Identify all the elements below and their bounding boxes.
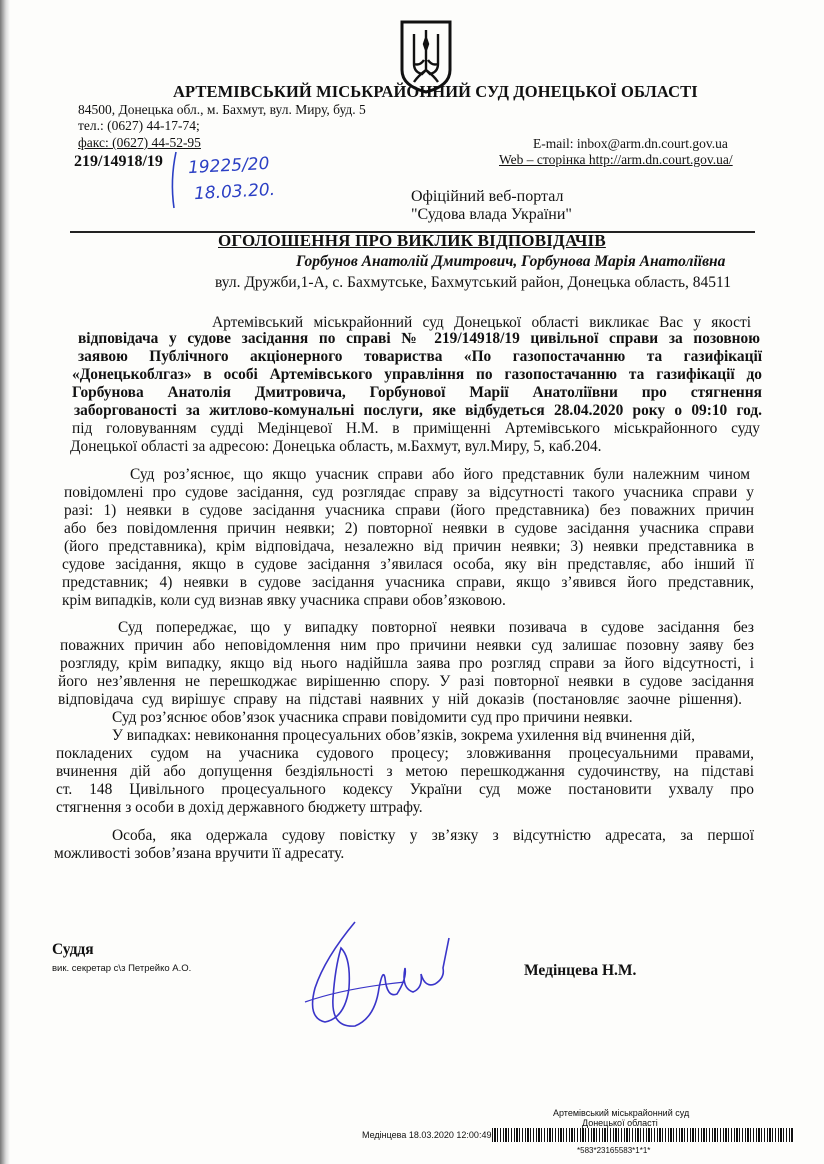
court-name: АРТЕМІВСЬКИЙ МІСЬКРАЙОННИЙ СУД ДОНЕЦЬКОЇ ОБЛАСТІ (173, 82, 698, 101)
barcode-text: *583*23165583*1*1* (577, 1146, 651, 1155)
signature-role: Суддя (52, 941, 94, 958)
body-line: або без повідомлення причин неявки; 2) повторної неявки в судове засідання учасника справи (64, 520, 754, 537)
body-line: представник; 4) неявки в судове засідання учасника справи, якщо з’явився його представник, (62, 574, 754, 591)
body-line: відповідача суд вирішує справу на підставі наявних у ній доказів (постановляє заочне рішення). (58, 691, 742, 708)
judge-name: Медінцева Н.М. (524, 962, 637, 979)
body-line: Суд роз’яснює обов’язок учасника справи повідомити суд про причини неявки. (112, 709, 633, 726)
footer-court-line-1: Артемівський міськрайонний суд (553, 1108, 690, 1118)
body-line: заборгованості за житлово-комунальні послуги, яке відбудеться 28.04.2020 року о 09:10 год. (74, 402, 762, 419)
body-line: (його представника), крім відповідача, незалежно від причин неявки; 3) неявки представника в (64, 538, 754, 555)
body-line: Суд попереджає, що у випадку повторної неявки позивача в судове засідання без (118, 619, 754, 636)
recipient-line-2: "Судова влада України" (411, 206, 572, 223)
court-address: 84500, Донецька обл., м. Бахмут, вул. Миру, буд. 5 (78, 102, 366, 117)
secretary-note: вик. секретар с\з Петрейко А.О. (52, 963, 192, 974)
handwritten-signature-icon (285, 918, 455, 1038)
body-line: покладених судом на учасника судового процесу; зловживання процесуальними правами, (56, 745, 754, 762)
defendants-address: вул. Дружби,1-А, с. Бахмутське, Бахмутський район, Донецька область, 84511 (215, 274, 731, 291)
body-line: Артемівський міськрайонний суд Донецької області викликає Вас у якості (212, 314, 751, 331)
body-line: Суд роз’яснює, що якщо учасник справи або його представник були належним чином (130, 466, 750, 483)
handwritten-bracket (168, 150, 178, 210)
body-line: повідомлені про судове засідання, суд розглядає справу за відсутності такого учасника справи у (64, 484, 754, 501)
footer-court-line-2: Донецької області (582, 1118, 658, 1128)
court-website: Web – сторінка http://arm.dn.court.gov.ua/ (499, 152, 733, 167)
scan-edge (0, 0, 10, 1164)
body-line: можливості зобов’язана вручити її адресату. (54, 845, 345, 862)
body-line: вчинення дій або допущення бездіяльності з метою перешкоджання судочинству, на підставі (56, 763, 754, 780)
notice-title: ОГОЛОШЕННЯ ПРО ВИКЛИК ВІДПОВІДАЧІВ (218, 231, 606, 250)
body-line: Горбунова Анатолія Дмитровича, Горбунової Марії Анатоліївни про стягнення (72, 384, 762, 401)
body-line: розгляду, крім випадку, якщо від нього надійшла заява про розгляд справи за його відсутності, і (60, 655, 754, 672)
court-email: E-mail: inbox@arm.dn.court.gov.ua (533, 136, 728, 151)
court-fax: факс: (0627) 44-52-95 (78, 135, 201, 150)
body-line: стягнення з особи в дохід державного бюджету штрафу. (56, 799, 423, 816)
handwritten-reference: 19225/20 (187, 153, 270, 179)
court-phone: тел.: (0627) 44-17-74; (78, 118, 200, 133)
body-line: «Донецькоблгаз» в особі Артемівського управління по газопостачанню та газифікації до (72, 366, 762, 383)
body-line: Донецької області за адресою: Донецька область, м.Бахмут, вул.Миру, 5, каб.204. (70, 438, 602, 455)
barcode (492, 1128, 794, 1142)
recipient-line-1: Офіційний веб-портал (411, 188, 564, 205)
body-line: У випадках: невиконання процесуальних обов’язків, зокрема ухилення від вчинення дій, (112, 727, 695, 744)
body-line: разі: 1) неявки в судове засідання учасника справи (його представника) без поважних причин (64, 502, 754, 519)
body-line: поважних причин або неповідомлення ним про причини неявки суд залишає позовну заяву без (60, 637, 754, 654)
body-line: крім випадків, коли суд визнав явку учасника справи обов’язковою. (62, 592, 506, 609)
body-line: заявою Публічного акціонерного товариства «По газопостачанню та газифікації (78, 348, 762, 365)
body-line: судове засідання, якщо в судове засідання з’явилася особа, яку він представляє, або інший її (62, 556, 754, 573)
defendants: Горбунов Анатолій Дмитрович, Горбунова Марія Анатоліївна (296, 253, 726, 270)
body-line: його нез’явлення не перешкоджає вирішенню спору. У разі повторної неявки в судове засідання (58, 673, 754, 690)
body-line: ст. 148 Цивільного процесуального кодексу України суд може постановити ухвалу про (56, 781, 754, 798)
body-line: під головуванням судді Медінцевої Н.М. в приміщенні Артемівського міськрайонного суду (72, 420, 760, 437)
body-line: відповідача у судове засідання по справі № 219/14918/19 цивільної справи за позовною (78, 330, 760, 347)
case-number: 219/14918/19 (74, 153, 163, 170)
handwritten-date: 18.03.20. (193, 179, 276, 205)
body-line: Особа, яка одержала судову повістку у зв’язку з відсутністю адресата, за першої (112, 827, 754, 844)
footer-stamp: Медінцева 18.03.2020 12:00:49 (362, 1130, 492, 1140)
